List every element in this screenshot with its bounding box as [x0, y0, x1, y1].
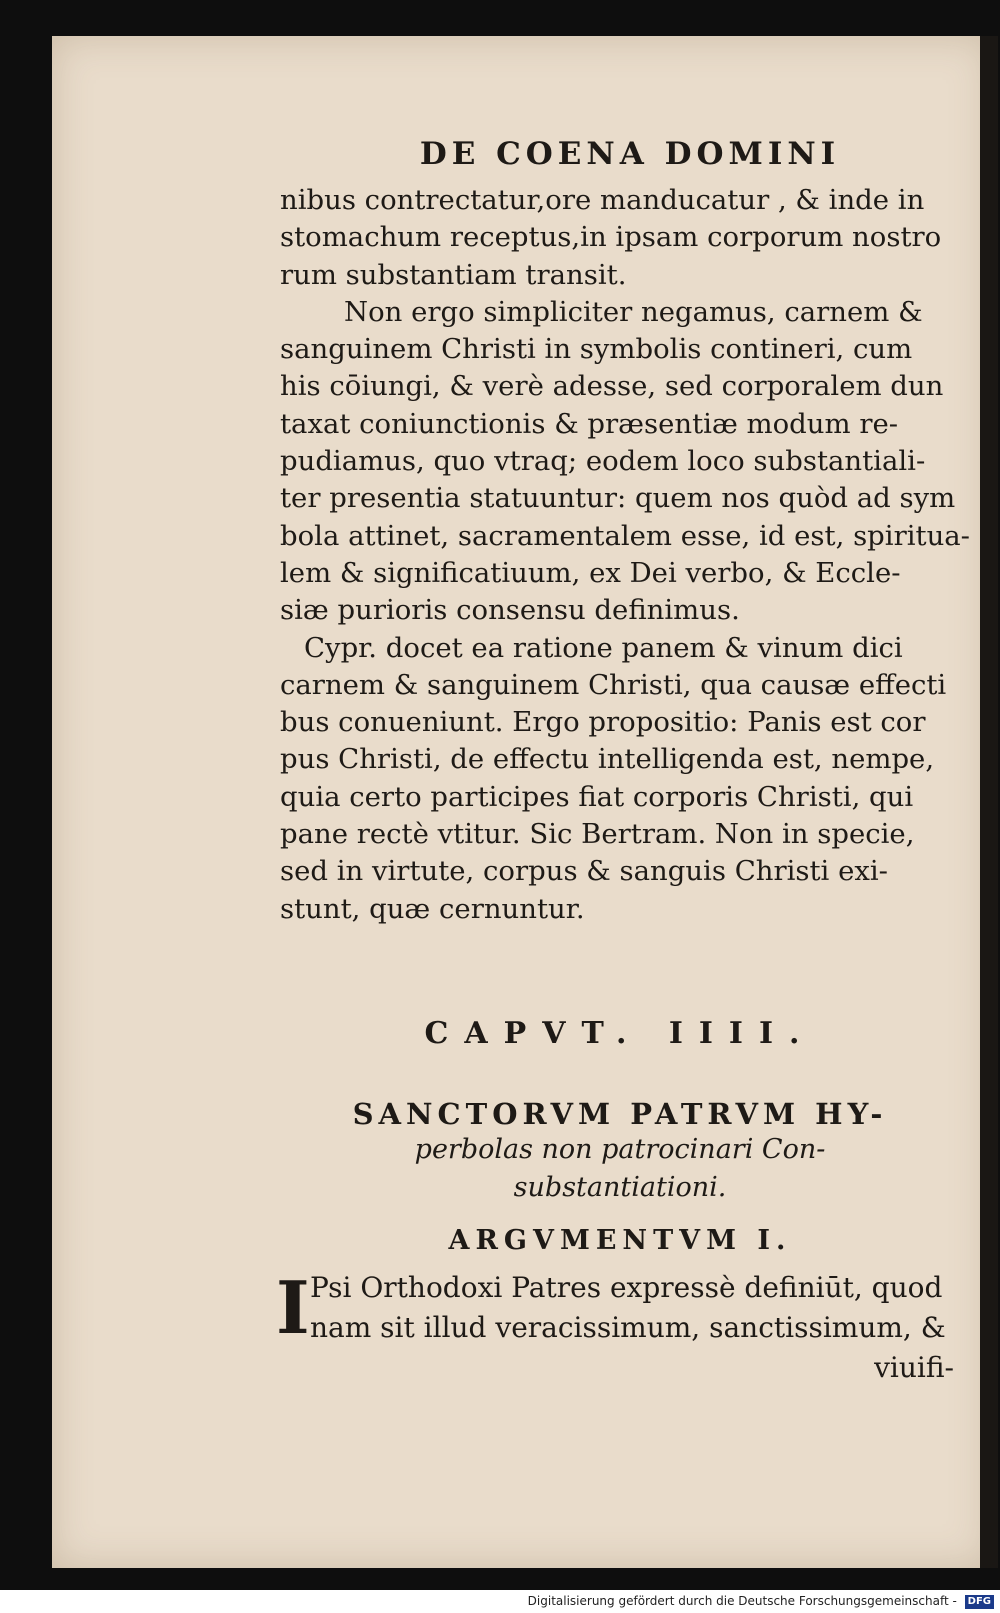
text-line: Non ergo simpliciter negamus, carnem &	[344, 295, 923, 328]
text-line: sed in virtute, corpus & sanguis Christi exi-	[280, 855, 888, 888]
footer-text: Digitalisierung gefördert durch die Deutsche Forschungsgemeinschaft -	[527, 1594, 957, 1608]
text-line: carnem & sanguinem Christi, qua causæ effecti	[280, 668, 947, 701]
book-spine	[980, 36, 998, 1568]
text-line: sanguinem Christi in symbolis contineri, cum	[280, 333, 913, 366]
argument-heading: ARGVMENTVM I.	[448, 1224, 792, 1256]
text-line: bus conueniunt. Ergo propositio: Panis est cor	[280, 706, 926, 739]
book-page	[52, 36, 990, 1568]
text-line: pus Christi, de effectu intelligenda est, nempe,	[280, 743, 935, 776]
text-line: bola attinet, sacramentalem esse, id est, spiritua-	[280, 519, 970, 552]
chapter-title-line: perbolas non patrocinari Con-	[414, 1133, 826, 1165]
digitization-footer	[0, 1590, 1000, 1613]
text-line: pane rectè vtitur. Sic Bertram. Non in specie,	[280, 818, 915, 851]
page-text	[276, 136, 970, 1388]
text-line: nibus contrectatur,ore manducatur , & inde in	[280, 184, 925, 216]
text-line: Psi Orthodoxi Patres expressè definiūt, quod	[310, 1270, 943, 1304]
chapter-title	[280, 1097, 960, 1207]
paragraph-2	[280, 294, 970, 630]
text-line: ter presentia statuuntur: quem nos quòd ad sym	[280, 482, 956, 515]
argument-text	[276, 1264, 960, 1388]
text-line: taxat coniunctionis & præsentiæ modum re-	[280, 407, 899, 440]
text-line: stomachum receptus,in ipsam corporum nostro	[280, 221, 942, 254]
text-line: quia certo participes fiat corporis Christi, qui	[280, 780, 914, 813]
text-line: Cypr. docet ea ratione panem & vinum dici	[304, 631, 903, 664]
paragraph-1	[280, 182, 960, 294]
running-head: DE COENA DOMINI	[419, 136, 841, 172]
text-line: his cōiungi, & verè adesse, sed corporalem dun	[280, 370, 944, 403]
text-line: rum substantiam transit.	[280, 258, 627, 291]
text-line: pudiamus, quo vtraq; eodem loco substantiali-	[280, 445, 926, 478]
text-line: siæ purioris consensu definimus.	[280, 594, 740, 627]
dfg-logo: DFG	[965, 1595, 994, 1609]
chapter-title-line: substantiationi.	[513, 1171, 727, 1203]
text-line: nam sit illud veracissimum, sanctissimum, &	[310, 1310, 946, 1344]
text-line: stunt, quæ cernuntur.	[280, 892, 585, 925]
paragraph-3	[280, 630, 960, 928]
drop-cap: I	[276, 1264, 310, 1350]
chapter-heading: CAPVT. IIII.	[424, 1015, 816, 1051]
chapter-title-line: SANCTORVM PATRVM HY-	[352, 1096, 888, 1131]
catchword: viuifi-	[874, 1350, 954, 1384]
text-line: lem & significatiuum, ex Dei verbo, & Eccle-	[280, 556, 901, 589]
